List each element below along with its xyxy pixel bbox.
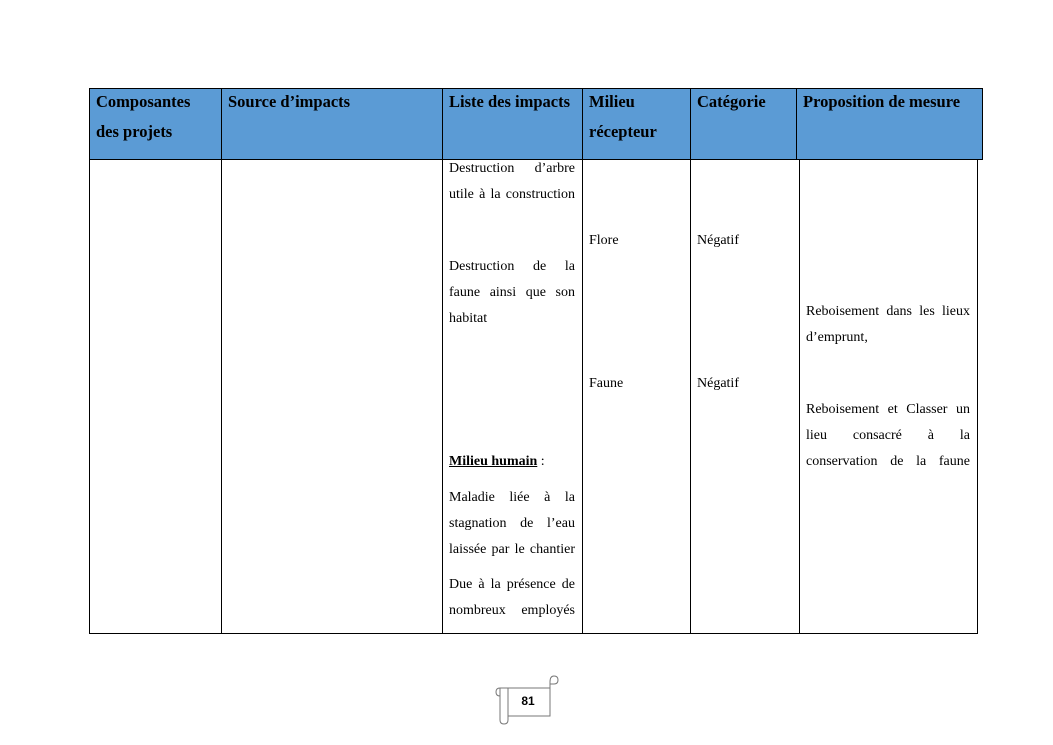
milieu-flore: Flore (589, 233, 619, 248)
table-right-border-body (977, 160, 978, 634)
table-bottom-border (89, 633, 978, 634)
impact-employes: Due à la présence de nombreux employés (449, 577, 575, 618)
table-right-border-header (982, 88, 983, 160)
col-divider-5-header (796, 88, 797, 160)
header-liste-impacts: Liste des impacts (449, 92, 570, 111)
impact-maladie: Maladie liée à la stagnation de l’eau laissée par le chantier (449, 490, 575, 557)
table-left-border (89, 88, 90, 634)
mesure-reboisement-emprunt: Reboisement dans les lieux d’emprunt, (806, 304, 970, 345)
header-source: Source d’impacts (228, 92, 351, 111)
milieu-humain-label: Milieu humain (449, 454, 538, 469)
impact-destruction-arbre: Destruction d’arbre utile à la construction (449, 161, 575, 202)
header-composantes: Composantes des projets (96, 92, 191, 141)
milieu-faune: Faune (589, 376, 624, 391)
header-categorie: Catégorie (697, 92, 766, 111)
header-milieu-recepteur: Milieu récepteur (589, 92, 657, 141)
mesure-reboisement-conservation: Reboisement et Classer un lieu consacré à la conservation de la faune (806, 402, 970, 469)
header-proposition: Proposition de mesure (803, 92, 961, 111)
col-divider-2 (442, 88, 443, 634)
impact-destruction-faune: Destruction de la faune ainsi que son habitat (449, 259, 575, 326)
page-number: 81 (521, 694, 535, 708)
col-divider-4 (690, 88, 691, 634)
categorie-flore: Négatif (697, 233, 739, 248)
col-divider-1 (221, 88, 222, 634)
milieu-humain-colon: : (537, 454, 545, 469)
col-divider-3 (582, 88, 583, 634)
categorie-faune: Négatif (697, 376, 739, 391)
col-divider-5-body (799, 160, 800, 634)
milieu-humain-heading (449, 449, 575, 475)
